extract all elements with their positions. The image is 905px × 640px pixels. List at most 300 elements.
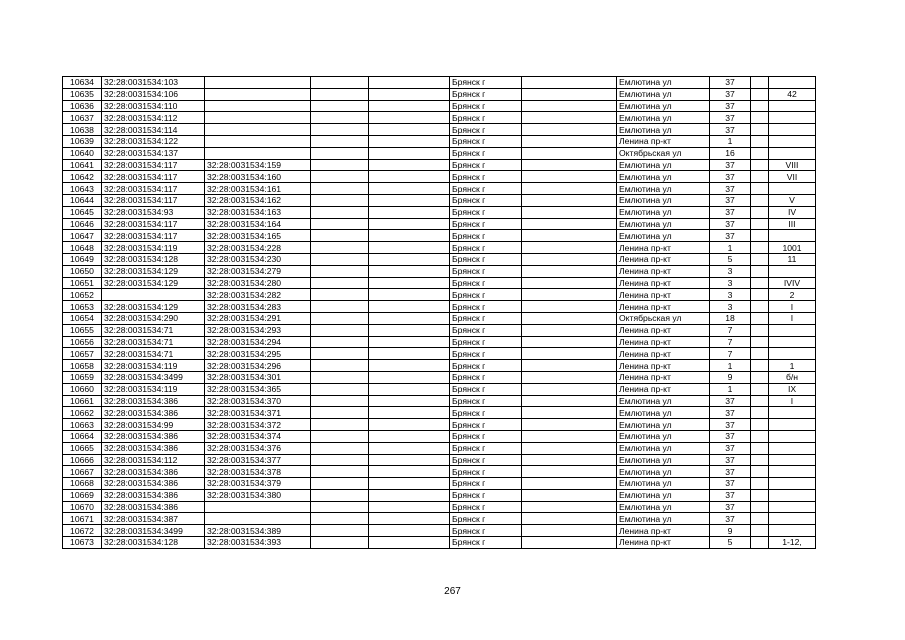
object-number-cell (205, 501, 311, 513)
extra-cell-b (369, 159, 450, 171)
district-cell (522, 230, 617, 242)
table-row (63, 135, 816, 147)
district-cell (522, 489, 617, 501)
apartment-cell (769, 513, 816, 525)
parcel-number-cell: 32:28:0031534:386 (102, 489, 205, 501)
district-cell (522, 194, 617, 206)
extra-cell-c (751, 194, 769, 206)
table-row (63, 360, 816, 372)
record-number-cell: 10664 (63, 430, 102, 442)
street-cell: Ленина пр-кт (617, 242, 710, 254)
apartment-cell (769, 501, 816, 513)
record-number-cell: 10643 (63, 183, 102, 195)
parcel-number-cell: 32:28:0031534:106 (102, 88, 205, 100)
record-number-cell: 10656 (63, 336, 102, 348)
district-cell (522, 371, 617, 383)
parcel-number-cell: 32:28:0031534:386 (102, 395, 205, 407)
apartment-cell (769, 478, 816, 490)
city-cell: Брянск г (450, 77, 522, 89)
extra-cell-b (369, 371, 450, 383)
street-cell: Ленина пр-кт (617, 336, 710, 348)
apartment-cell: VIII (769, 159, 816, 171)
record-number-cell: 10657 (63, 348, 102, 360)
record-number-cell: 10660 (63, 383, 102, 395)
extra-cell-c (751, 430, 769, 442)
street-cell: Емлютина ул (617, 489, 710, 501)
district-cell (522, 407, 617, 419)
extra-cell-c (751, 218, 769, 230)
apartment-cell (769, 265, 816, 277)
district-cell (522, 171, 617, 183)
apartment-cell: V (769, 194, 816, 206)
record-number-cell: 10646 (63, 218, 102, 230)
table-row (63, 265, 816, 277)
district-cell (522, 454, 617, 466)
city-cell: Брянск г (450, 218, 522, 230)
extra-cell-a (311, 360, 369, 372)
parcel-number-cell: 32:28:0031534:128 (102, 253, 205, 265)
parcel-number-cell: 32:28:0031534:129 (102, 277, 205, 289)
extra-cell-a (311, 383, 369, 395)
parcel-number-cell: 32:28:0031534:386 (102, 442, 205, 454)
object-number-cell: 32:28:0031534:161 (205, 183, 311, 195)
record-number-cell: 10672 (63, 525, 102, 537)
record-number-cell: 10658 (63, 360, 102, 372)
extra-cell-a (311, 501, 369, 513)
city-cell: Брянск г (450, 360, 522, 372)
apartment-cell (769, 324, 816, 336)
object-number-cell (205, 147, 311, 159)
apartment-cell: 42 (769, 88, 816, 100)
extra-cell-c (751, 466, 769, 478)
register-table-body (63, 77, 816, 549)
street-cell: Емлютина ул (617, 124, 710, 136)
extra-cell-b (369, 230, 450, 242)
cadastral-register-table (62, 76, 816, 549)
table-row (63, 454, 816, 466)
extra-cell-c (751, 183, 769, 195)
street-cell: Емлютина ул (617, 419, 710, 431)
extra-cell-c (751, 348, 769, 360)
extra-cell-b (369, 395, 450, 407)
table-row (63, 100, 816, 112)
object-number-cell: 32:28:0031534:160 (205, 171, 311, 183)
street-cell: Ленина пр-кт (617, 135, 710, 147)
street-cell: Емлютина ул (617, 194, 710, 206)
object-number-cell: 32:28:0031534:371 (205, 407, 311, 419)
street-cell: Ленина пр-кт (617, 253, 710, 265)
record-number-cell: 10653 (63, 301, 102, 313)
extra-cell-b (369, 501, 450, 513)
object-number-cell: 32:28:0031534:372 (205, 419, 311, 431)
district-cell (522, 77, 617, 89)
record-number-cell: 10640 (63, 147, 102, 159)
city-cell: Брянск г (450, 348, 522, 360)
apartment-cell: 1-12, (769, 537, 816, 549)
extra-cell-a (311, 442, 369, 454)
house-number-cell: 3 (710, 277, 751, 289)
house-number-cell: 37 (710, 513, 751, 525)
street-cell: Емлютина ул (617, 407, 710, 419)
record-number-cell: 10652 (63, 289, 102, 301)
extra-cell-a (311, 478, 369, 490)
extra-cell-c (751, 501, 769, 513)
object-number-cell: 32:28:0031534:282 (205, 289, 311, 301)
extra-cell-c (751, 454, 769, 466)
extra-cell-c (751, 513, 769, 525)
district-cell (522, 513, 617, 525)
city-cell: Брянск г (450, 289, 522, 301)
parcel-number-cell: 32:28:0031534:93 (102, 206, 205, 218)
extra-cell-a (311, 395, 369, 407)
apartment-cell (769, 454, 816, 466)
extra-cell-a (311, 419, 369, 431)
parcel-number-cell: 32:28:0031534:290 (102, 312, 205, 324)
city-cell: Брянск г (450, 301, 522, 313)
extra-cell-b (369, 513, 450, 525)
apartment-cell (769, 77, 816, 89)
extra-cell-a (311, 513, 369, 525)
object-number-cell: 32:28:0031534:377 (205, 454, 311, 466)
extra-cell-b (369, 253, 450, 265)
table-row (63, 419, 816, 431)
table-row (63, 501, 816, 513)
extra-cell-c (751, 88, 769, 100)
parcel-number-cell: 32:28:0031534:99 (102, 419, 205, 431)
parcel-number-cell: 32:28:0031534:128 (102, 537, 205, 549)
table-row (63, 395, 816, 407)
extra-cell-b (369, 478, 450, 490)
extra-cell-a (311, 324, 369, 336)
extra-cell-a (311, 194, 369, 206)
record-number-cell: 10659 (63, 371, 102, 383)
record-number-cell: 10655 (63, 324, 102, 336)
object-number-cell: 32:28:0031534:393 (205, 537, 311, 549)
object-number-cell: 32:28:0031534:291 (205, 312, 311, 324)
object-number-cell: 32:28:0031534:165 (205, 230, 311, 242)
record-number-cell: 10673 (63, 537, 102, 549)
street-cell: Емлютина ул (617, 206, 710, 218)
apartment-cell (769, 183, 816, 195)
house-number-cell: 37 (710, 194, 751, 206)
record-number-cell: 10649 (63, 253, 102, 265)
street-cell: Ленина пр-кт (617, 324, 710, 336)
parcel-number-cell: 32:28:0031534:117 (102, 230, 205, 242)
extra-cell-a (311, 312, 369, 324)
extra-cell-b (369, 442, 450, 454)
record-number-cell: 10669 (63, 489, 102, 501)
table-row (63, 525, 816, 537)
extra-cell-a (311, 301, 369, 313)
extra-cell-c (751, 407, 769, 419)
city-cell: Брянск г (450, 525, 522, 537)
object-number-cell: 32:28:0031534:379 (205, 478, 311, 490)
object-number-cell: 32:28:0031534:279 (205, 265, 311, 277)
extra-cell-c (751, 265, 769, 277)
parcel-number-cell: 32:28:0031534:112 (102, 112, 205, 124)
house-number-cell: 37 (710, 218, 751, 230)
parcel-number-cell: 32:28:0031534:387 (102, 513, 205, 525)
house-number-cell: 37 (710, 442, 751, 454)
city-cell: Брянск г (450, 371, 522, 383)
object-number-cell: 32:28:0031534:389 (205, 525, 311, 537)
parcel-number-cell: 32:28:0031534:122 (102, 135, 205, 147)
district-cell (522, 336, 617, 348)
record-number-cell: 10667 (63, 466, 102, 478)
city-cell: Брянск г (450, 253, 522, 265)
extra-cell-b (369, 348, 450, 360)
extra-cell-b (369, 183, 450, 195)
extra-cell-a (311, 466, 369, 478)
extra-cell-b (369, 135, 450, 147)
object-number-cell (205, 135, 311, 147)
street-cell: Ленина пр-кт (617, 525, 710, 537)
extra-cell-c (751, 478, 769, 490)
house-number-cell: 37 (710, 171, 751, 183)
table-row (63, 537, 816, 549)
record-number-cell: 10645 (63, 206, 102, 218)
parcel-number-cell: 32:28:0031534:3499 (102, 525, 205, 537)
house-number-cell: 37 (710, 112, 751, 124)
extra-cell-b (369, 301, 450, 313)
extra-cell-c (751, 371, 769, 383)
house-number-cell: 1 (710, 360, 751, 372)
table-row (63, 430, 816, 442)
street-cell: Емлютина ул (617, 112, 710, 124)
extra-cell-a (311, 253, 369, 265)
record-number-cell: 10661 (63, 395, 102, 407)
extra-cell-a (311, 407, 369, 419)
extra-cell-b (369, 206, 450, 218)
city-cell: Брянск г (450, 147, 522, 159)
table-row (63, 194, 816, 206)
extra-cell-a (311, 371, 369, 383)
object-number-cell: 32:28:0031534:283 (205, 301, 311, 313)
extra-cell-c (751, 383, 769, 395)
extra-cell-c (751, 442, 769, 454)
record-number-cell: 10639 (63, 135, 102, 147)
extra-cell-c (751, 301, 769, 313)
extra-cell-a (311, 230, 369, 242)
apartment-cell: 1 (769, 360, 816, 372)
street-cell: Емлютина ул (617, 100, 710, 112)
parcel-number-cell: 32:28:0031534:117 (102, 218, 205, 230)
district-cell (522, 289, 617, 301)
extra-cell-b (369, 194, 450, 206)
object-number-cell: 32:28:0031534:374 (205, 430, 311, 442)
district-cell (522, 419, 617, 431)
street-cell: Ленина пр-кт (617, 277, 710, 289)
street-cell: Емлютина ул (617, 77, 710, 89)
table-row (63, 289, 816, 301)
extra-cell-c (751, 100, 769, 112)
house-number-cell: 37 (710, 159, 751, 171)
house-number-cell: 37 (710, 501, 751, 513)
extra-cell-a (311, 265, 369, 277)
extra-cell-a (311, 135, 369, 147)
house-number-cell: 37 (710, 124, 751, 136)
parcel-number-cell: 32:28:0031534:119 (102, 242, 205, 254)
extra-cell-c (751, 253, 769, 265)
object-number-cell (205, 513, 311, 525)
object-number-cell: 32:28:0031534:380 (205, 489, 311, 501)
district-cell (522, 135, 617, 147)
table-row (63, 88, 816, 100)
object-number-cell: 32:28:0031534:370 (205, 395, 311, 407)
city-cell: Брянск г (450, 124, 522, 136)
house-number-cell: 18 (710, 312, 751, 324)
district-cell (522, 159, 617, 171)
street-cell: Емлютина ул (617, 159, 710, 171)
table-row (63, 489, 816, 501)
table-row (63, 230, 816, 242)
extra-cell-a (311, 277, 369, 289)
table-row (63, 159, 816, 171)
extra-cell-c (751, 77, 769, 89)
record-number-cell: 10644 (63, 194, 102, 206)
extra-cell-a (311, 124, 369, 136)
apartment-cell: 2 (769, 289, 816, 301)
record-number-cell: 10654 (63, 312, 102, 324)
table-row (63, 442, 816, 454)
district-cell (522, 301, 617, 313)
district-cell (522, 312, 617, 324)
record-number-cell: 10636 (63, 100, 102, 112)
parcel-number-cell: 32:28:0031534:71 (102, 348, 205, 360)
table-row (63, 206, 816, 218)
apartment-cell: VII (769, 171, 816, 183)
city-cell: Брянск г (450, 489, 522, 501)
table-row (63, 124, 816, 136)
parcel-number-cell: 32:28:0031534:110 (102, 100, 205, 112)
extra-cell-b (369, 312, 450, 324)
object-number-cell: 32:28:0031534:230 (205, 253, 311, 265)
extra-cell-b (369, 537, 450, 549)
extra-cell-c (751, 525, 769, 537)
extra-cell-a (311, 242, 369, 254)
city-cell: Брянск г (450, 230, 522, 242)
city-cell: Брянск г (450, 430, 522, 442)
extra-cell-c (751, 537, 769, 549)
parcel-number-cell: 32:28:0031534:71 (102, 336, 205, 348)
extra-cell-a (311, 88, 369, 100)
extra-cell-b (369, 289, 450, 301)
parcel-number-cell: 32:28:0031534:129 (102, 265, 205, 277)
extra-cell-c (751, 277, 769, 289)
apartment-cell (769, 466, 816, 478)
district-cell (522, 466, 617, 478)
extra-cell-b (369, 525, 450, 537)
city-cell: Брянск г (450, 478, 522, 490)
extra-cell-b (369, 489, 450, 501)
house-number-cell: 37 (710, 183, 751, 195)
parcel-number-cell: 32:28:0031534:386 (102, 466, 205, 478)
extra-cell-b (369, 324, 450, 336)
table-row (63, 242, 816, 254)
extra-cell-c (751, 336, 769, 348)
page-number: 267 (444, 586, 461, 597)
house-number-cell: 1 (710, 383, 751, 395)
city-cell: Брянск г (450, 88, 522, 100)
apartment-cell (769, 336, 816, 348)
street-cell: Емлютина ул (617, 442, 710, 454)
record-number-cell: 10662 (63, 407, 102, 419)
object-number-cell: 32:28:0031534:162 (205, 194, 311, 206)
house-number-cell: 37 (710, 206, 751, 218)
street-cell: Ленина пр-кт (617, 383, 710, 395)
extra-cell-b (369, 383, 450, 395)
district-cell (522, 324, 617, 336)
city-cell: Брянск г (450, 466, 522, 478)
apartment-cell (769, 100, 816, 112)
extra-cell-b (369, 430, 450, 442)
house-number-cell: 37 (710, 478, 751, 490)
street-cell: Ленина пр-кт (617, 371, 710, 383)
house-number-cell: 7 (710, 336, 751, 348)
extra-cell-b (369, 265, 450, 277)
street-cell: Емлютина ул (617, 513, 710, 525)
table-row (63, 371, 816, 383)
street-cell: Ленина пр-кт (617, 265, 710, 277)
object-number-cell: 32:28:0031534:294 (205, 336, 311, 348)
extra-cell-b (369, 77, 450, 89)
apartment-cell: III (769, 218, 816, 230)
house-number-cell: 37 (710, 230, 751, 242)
table-row (63, 147, 816, 159)
apartment-cell: б/н (769, 371, 816, 383)
city-cell: Брянск г (450, 395, 522, 407)
table-row (63, 513, 816, 525)
district-cell (522, 206, 617, 218)
apartment-cell: IX (769, 383, 816, 395)
table-row (63, 336, 816, 348)
district-cell (522, 478, 617, 490)
object-number-cell: 32:28:0031534:295 (205, 348, 311, 360)
extra-cell-b (369, 124, 450, 136)
apartment-cell (769, 407, 816, 419)
parcel-number-cell: 32:28:0031534:112 (102, 454, 205, 466)
apartment-cell (769, 147, 816, 159)
table-row (63, 466, 816, 478)
city-cell: Брянск г (450, 242, 522, 254)
parcel-number-cell: 32:28:0031534:137 (102, 147, 205, 159)
table-row (63, 77, 816, 89)
parcel-number-cell: 32:28:0031534:117 (102, 159, 205, 171)
extra-cell-a (311, 112, 369, 124)
street-cell: Емлютина ул (617, 395, 710, 407)
apartment-cell (769, 430, 816, 442)
extra-cell-a (311, 525, 369, 537)
city-cell: Брянск г (450, 501, 522, 513)
district-cell (522, 112, 617, 124)
extra-cell-c (751, 230, 769, 242)
extra-cell-c (751, 135, 769, 147)
apartment-cell (769, 124, 816, 136)
city-cell: Брянск г (450, 183, 522, 195)
table-row (63, 383, 816, 395)
record-number-cell: 10650 (63, 265, 102, 277)
object-number-cell (205, 88, 311, 100)
extra-cell-a (311, 336, 369, 348)
table-row (63, 277, 816, 289)
extra-cell-a (311, 537, 369, 549)
record-number-cell: 10635 (63, 88, 102, 100)
house-number-cell: 37 (710, 395, 751, 407)
house-number-cell: 9 (710, 525, 751, 537)
table-row (63, 112, 816, 124)
extra-cell-b (369, 100, 450, 112)
city-cell: Брянск г (450, 112, 522, 124)
